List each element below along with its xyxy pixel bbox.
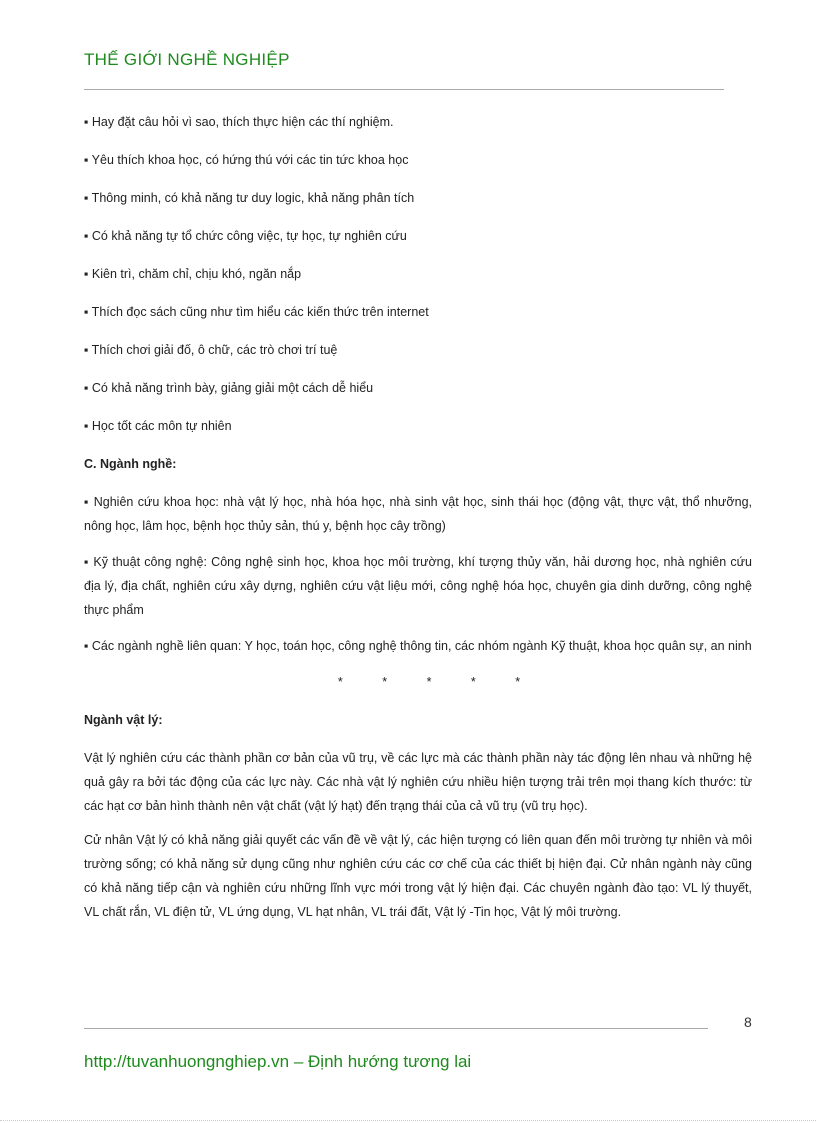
- section-separator: * * * * *: [337, 675, 539, 689]
- quality-item: ▪ Thích đọc sách cũng như tìm hiểu các kiến thức trên internet: [84, 305, 429, 319]
- header-title: THẾ GIỚI NGHỀ NGHIỆP: [84, 50, 290, 69]
- quality-item: ▪ Thông minh, có khả năng tư duy logic, khả năng phân tích: [84, 191, 415, 205]
- quality-item: ▪ Hay đặt câu hỏi vì sao, thích thực hiện các thí nghiệm.: [84, 115, 394, 129]
- quality-item: ▪ Học tốt các môn tự nhiên: [84, 419, 232, 433]
- header-divider: [84, 89, 724, 90]
- quality-item: ▪ Có khả năng tự tổ chức công việc, tự học, tự nghiên cứu: [84, 229, 407, 243]
- career-item: ▪ Kỹ thuật công nghệ: Công nghệ sinh học, khoa học môi trường, khí tượng thủy văn, hải dương học, nhà nghiên cứu địa lý, địa chất, nghiên cứu xây dựng, nghiên cứu vật liệu mới, công nghệ hóa học, chuyên gia dinh dưỡng, công nghệ thực phẩm: [84, 555, 752, 617]
- page-content: [84, 110, 752, 934]
- quality-item: ▪ Yêu thích khoa học, có hứng thú với các tin tức khoa học: [84, 153, 409, 167]
- physics-paragraph: Vật lý nghiên cứu các thành phần cơ bản của vũ trụ, về các lực mà các thành phần này tác động lên nhau và những hệ quả gây ra bởi tác động của các lực này. Các nhà vật lý nghiên cứu nhiều hiện tượng trải trên mọi thang kích thước: từ các hạt cơ bản hình thành nên vật chất (vật lý hạt) đến trạng thái của cả vũ trụ (vũ trụ học).: [84, 751, 752, 813]
- footer-link[interactable]: http://tuvanhuongnghiep.vn – Định hướng tương lai: [84, 1052, 472, 1071]
- career-item: ▪ Nghiên cứu khoa học: nhà vật lý học, nhà hóa học, nhà sinh vật học, sinh thái học (động vật, thực vật, thổ nhưỡng, nông học, lâm học, bệnh học thủy sản, thú y, bệnh học cây trồng): [84, 495, 752, 533]
- page-bottom-border: [0, 1120, 816, 1121]
- footer-divider: [84, 1028, 708, 1029]
- page-number: 8: [744, 1014, 752, 1030]
- quality-item: ▪ Có khả năng trình bày, giảng giải một cách dễ hiểu: [84, 381, 374, 395]
- careers-heading: C. Ngành nghề:: [84, 457, 177, 471]
- physics-paragraph: Cử nhân Vật lý có khả năng giải quyết các vấn đề về vật lý, các hiện tượng có liên quan đến môi trường tự nhiên và môi trường sống; có khả năng sử dụng cũng như nghiên cứu các cơ chế của các thiết bị hiện đại. Cử nhân ngành này cũng có khả năng tiếp cận và nghiên cứu những lĩnh vực mới trong vật lý hiện đại. Các chuyên ngành đào tạo: VL lý thuyết, VL chất rắn, VL điện tử, VL ứng dụng, VL hạt nhân, VL trái đất, Vật lý -Tin học, Vật lý môi trường.: [84, 833, 752, 919]
- quality-item: ▪ Kiên trì, chăm chỉ, chịu khó, ngăn nắp: [84, 267, 302, 281]
- quality-item: ▪ Thích chơi giải đố, ô chữ, các trò chơi trí tuệ: [84, 343, 338, 357]
- career-item: ▪ Các ngành nghề liên quan: Y học, toán học, công nghệ thông tin, các nhóm ngành Kỹ thuật, khoa học quân sự, an ninh: [84, 639, 752, 653]
- physics-heading: Ngành vật lý:: [84, 713, 163, 727]
